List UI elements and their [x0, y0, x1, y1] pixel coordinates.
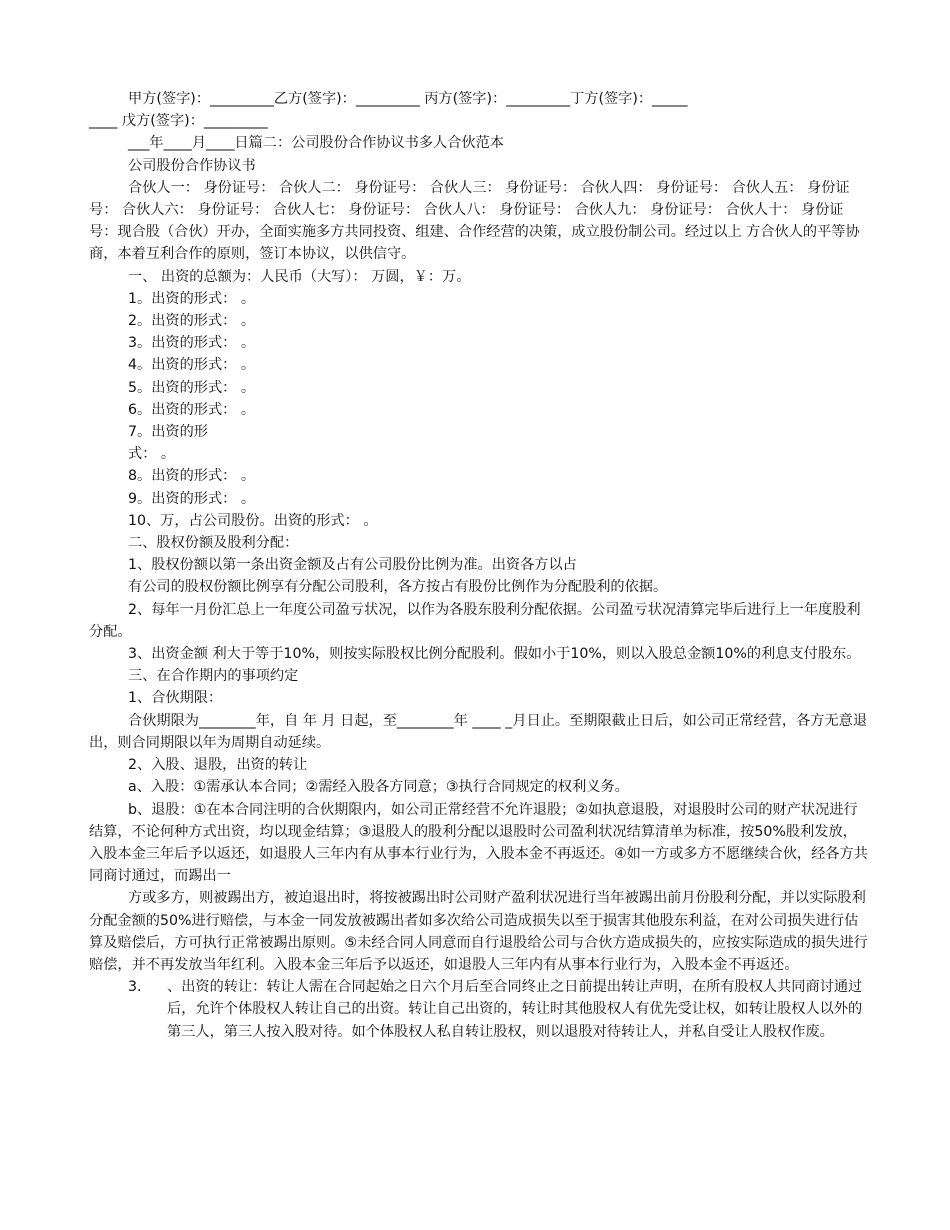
contribution-item: 7。出资的形 — [128, 424, 208, 441]
contribution-item: 2。出资的形式： 。 — [128, 313, 256, 330]
section-2-heading: 二、股权份额及股利分配： — [128, 535, 299, 552]
join-clause: a、入股：①需承认本合同；②需经入股各方同意；③执行合同规定的权利义务。 — [128, 779, 629, 796]
signature-line: 甲方(签字)：_________乙方(签字)：_________ 丙方(签字)：_________丁方(签字)：_____ — [128, 91, 688, 107]
partners-paragraph: 合伙人一： 身份证号： 合伙人二： 身份证号： 合伙人三： 身份证号： 合伙人四： 身份证号： 合伙人五： 身份证号： 合伙人六： 身份证号： 合伙人七： 身份证号： 合伙人八： 身份证号： 合伙人九： 身份证号： 合伙人十： 身份证号：现合股（合伙）开办，全面实施多方共同投资、组建、合作经营的决策，成立股份制公司。经过以上 方合伙人的平等协商，本着互利合作的原则，签订本协议，以供信守。 — [89, 179, 860, 263]
contribution-item: 8。出资的形式： 。 — [128, 468, 256, 485]
contribution-item: 1。出资的形式： 。 — [128, 290, 256, 307]
section-2-para: 3、出资金额 利大于等于10%，则按实际股权比例分配股利。假如小于10%，则以入股总金额10%的利息支付股东。 — [128, 646, 861, 663]
date-line: ___年____月____日篇二：公司股份合作协议书多人合伙范本 — [128, 135, 504, 152]
contribution-item: 10、万，占公司股份。出资的形式： 。 — [128, 512, 378, 529]
signature-line-cont: ____ 戊方(签字)：_________ — [89, 113, 268, 130]
document-title: 公司股份合作协议书 — [128, 157, 256, 174]
section-2-para: 1、股权份额以第一条出资金额及占有公司股份比例为准。出资各方以占 — [128, 557, 577, 574]
term-paragraph: 合伙期限为________年，自 年 月 日起，至________年 ____ _月日止。至期限截止日后，如公司正常经营，各方无意退出，则合同期限以年为周期自动延续。 — [89, 712, 868, 751]
contribution-item: 5。出资的形式： 。 — [128, 379, 256, 396]
withdraw-clause: b、退股：①在本合同注明的合伙期限内，如公司正常经营不允许退股；②如执意退股，对退股时公司的财产状况进行结算，不论何种方式出资，均以现金结算；③退股人的股利分配以退股时公司盈利状况结算清单为标准，按50%股利发放，入股本金三年后予以返还，如退股人三年内有从事本行业行为，入股本金不再返还。④如一方或多方不愿继续合伙，经各方共同商讨通过，而踢出一 — [89, 801, 868, 885]
section-2-para: 2、每年一月份汇总上一年度公司盈亏状况，以作为各股东股利分配依据。公司盈亏状况清算完毕后进行上一年度股利分配。 — [89, 601, 861, 640]
withdraw-clause-cont: 方或多方，则被踢出方，被迫退出时，将按被踢出时公司财产盈利状况进行当年被踢出前月份股利分配，并以实际股利分配金额的50%进行赔偿，与本金一同发放被踢出者如多次给公司造成损失以至于损害其他股东利益，在对公司损失进行估算及赔偿后，方可执行正常被踢出原则。⑤未经合同人同意而自行退股给公司与合伙方造成损失的，应按实际造成的损失进行赔偿，并不再发放当年红利。入股本金三年后予以返还，如退股人三年内有从事本行业行为，入股本金不再返还。 — [89, 890, 868, 973]
contribution-item-cont: 式： 。 — [128, 446, 176, 463]
section-3-subheading: 1、合伙期限： — [128, 690, 223, 707]
contribution-item: 6。出资的形式： 。 — [128, 401, 256, 418]
clause-number: 3． — [128, 979, 152, 996]
contribution-item: 3。出资的形式： 。 — [128, 335, 256, 352]
contribution-item: 4。出资的形式： 。 — [128, 357, 256, 374]
section-3-subheading: 2、入股、退股，出资的转让 — [128, 757, 308, 774]
transfer-clause — [89, 976, 868, 1043]
section-1-heading: 一、 出资的总额为：人民币（大写）： 万圆，￥：万。 — [128, 268, 471, 285]
section-2-para-cont: 有公司的股权份额比例享有分配公司股利，各方按占有股份比例作为分配股利的依据。 — [128, 579, 668, 596]
transfer-clause-text: 、出资的转让：转让人需在合同起始之日六个月后至合同终止之日前提出转让声明，在所有股权人共同商讨通过后，允许个体股权人转让自己的出资。转让自己出资的，转让时其他股权人有优先受让权，如转让股权人以外的第三人，第三人按入股对待。如个体股权人私自转让股权，则以退股对待转让人，并私自受让人股权作废。 — [167, 979, 863, 1040]
section-3-heading: 三、在合作期内的事项约定 — [128, 668, 299, 685]
contribution-item: 9。出资的形式： 。 — [128, 490, 256, 507]
